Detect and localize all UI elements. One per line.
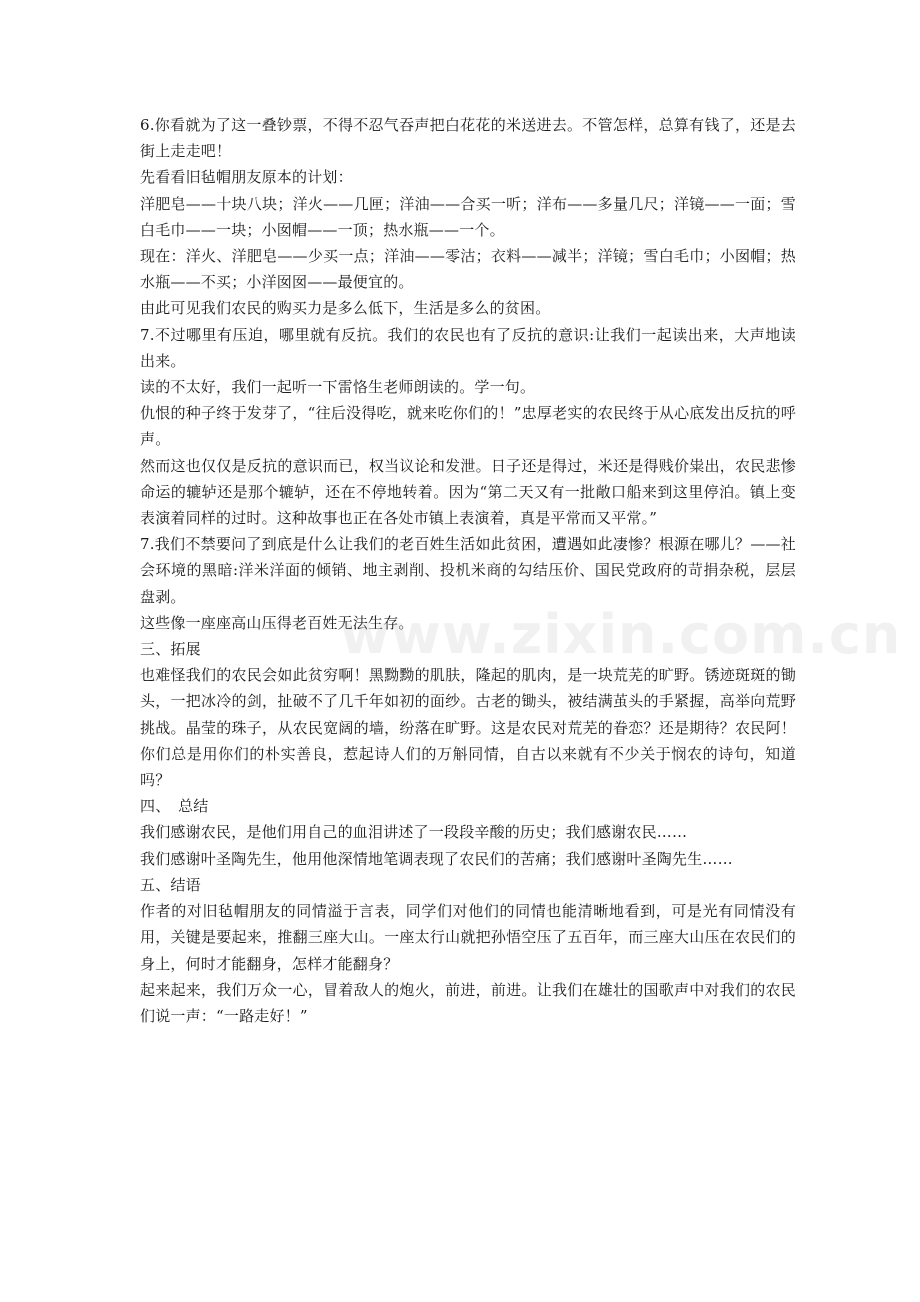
paragraph-19: 起来起来，我们万众一心，冒着敌人的炮火，前进，前进。让我们在雄壮的国歌声中对我们的农民们说一声：“一路走好！”: [140, 980, 796, 1025]
paragraph-1: 6.你看就为了这一叠钞票，不得不忍气吞声把白花花的米送进去。不管怎样，总算有钱了，还是去街上走走吧！: [140, 116, 796, 161]
paragraph-18: 作者的对旧毡帽朋友的同情溢于言表，同学们对他们的同情也能清晰地看到，可是光有同情没有用，关键是要起来，推翻三座大山。一座太行山就把孙悟空压了五百年，而三座大山压在农民们的身上，何时才能翻身，怎样才能翻身？: [140, 902, 796, 973]
paragraph-3: 洋肥皂——十块八块；洋火——几匣；洋油——合买一听；洋布——多量几尺；洋镜——一面；雪白毛巾——一块；小囡帽——一顶；热水瓶——一个。: [140, 194, 796, 239]
paragraph-9: 然而这也仅仅是反抗的意识而已，权当议论和发泄。日子还是得过，米还是得贱价粜出，农民悲惨命运的辘轳还是那个辘轳，还在不停地转着。因为“第二天又有一批敞口船来到这里停泊。镇上变表演着同样的过时。这种故事也正在各处市镇上表演着，真是平常而又平常。”: [140, 456, 796, 528]
section-heading-expand: 三、拓展: [140, 640, 201, 659]
paragraph-6: 7.不过哪里有压迫，哪里就有反抗。我们的农民也有了反抗的意识:让我们一起读出来，大声地读出来。: [140, 325, 796, 370]
paragraph-13: 也难怪我们的农民会如此贫穷啊！黑黝黝的肌肤，隆起的肌肉，是一块荒芜的旷野。锈迹斑斑的锄头，一把冰冷的剑，扯破不了几千年如初的面纱。古老的锄头，被结满茧头的手紧握，高举向荒野挑战。晶莹的珠子，从农民宽阔的墙，纷落在旷野。这是农民对荒芜的眷恋？还是期待？农民阿！你们总是用你们的朴实善良，惹起诗人们的万斛同情，自古以来就有不少关于悯农的诗句，知道吗？: [140, 666, 796, 790]
paragraph-15: 我们感谢农民，是他们用自己的血泪讲述了一段段辛酸的历史；我们感谢农民……: [140, 823, 688, 842]
section-heading-summary: 四、 总结: [140, 797, 209, 816]
watermark: www.zixin.com.cn: [340, 603, 902, 666]
paragraph-7: 读的不太好，我们一起听一下雷恪生老师朗读的。学一句。: [140, 378, 536, 397]
paragraph-4: 现在：洋火、洋肥皂——少买一点；洋油——零沽；衣料——减半；洋镜；雪白毛巾；小囡帽；热水瓶——不买；小洋囡囡——最便宜的。: [140, 247, 796, 292]
document-body: [140, 112, 796, 1029]
paragraph-16: 我们感谢叶圣陶先生，他用他深情地笔调表现了农民们的苦痛；我们感谢叶圣陶先生……: [140, 849, 733, 868]
paragraph-5: 由此可见我们农民的购买力是多么低下，生活是多么的贫困。: [140, 299, 551, 318]
paragraph-8: 仇恨的种子终于发芽了，“往后没得吃，就来吃你们的！”忠厚老实的农民终于从心底发出反抗的呼声。: [140, 404, 796, 449]
paragraph-10: 7.我们不禁要问了到底是什么让我们的老百姓生活如此贫困，遭遇如此凄惨？根源在哪儿？——社会环境的黑暗:洋米洋面的倾销、地主剥削、投机米商的勾结压价、国民党政府的苛捐杂税，层层盘剥。: [140, 535, 796, 606]
paragraph-2: 先看看旧毡帽朋友原本的计划：: [140, 168, 353, 187]
paragraph-11: 这些像一座座高山压得老百姓无法生存。: [140, 613, 414, 632]
section-heading-conclusion: 五、结语: [140, 875, 201, 894]
